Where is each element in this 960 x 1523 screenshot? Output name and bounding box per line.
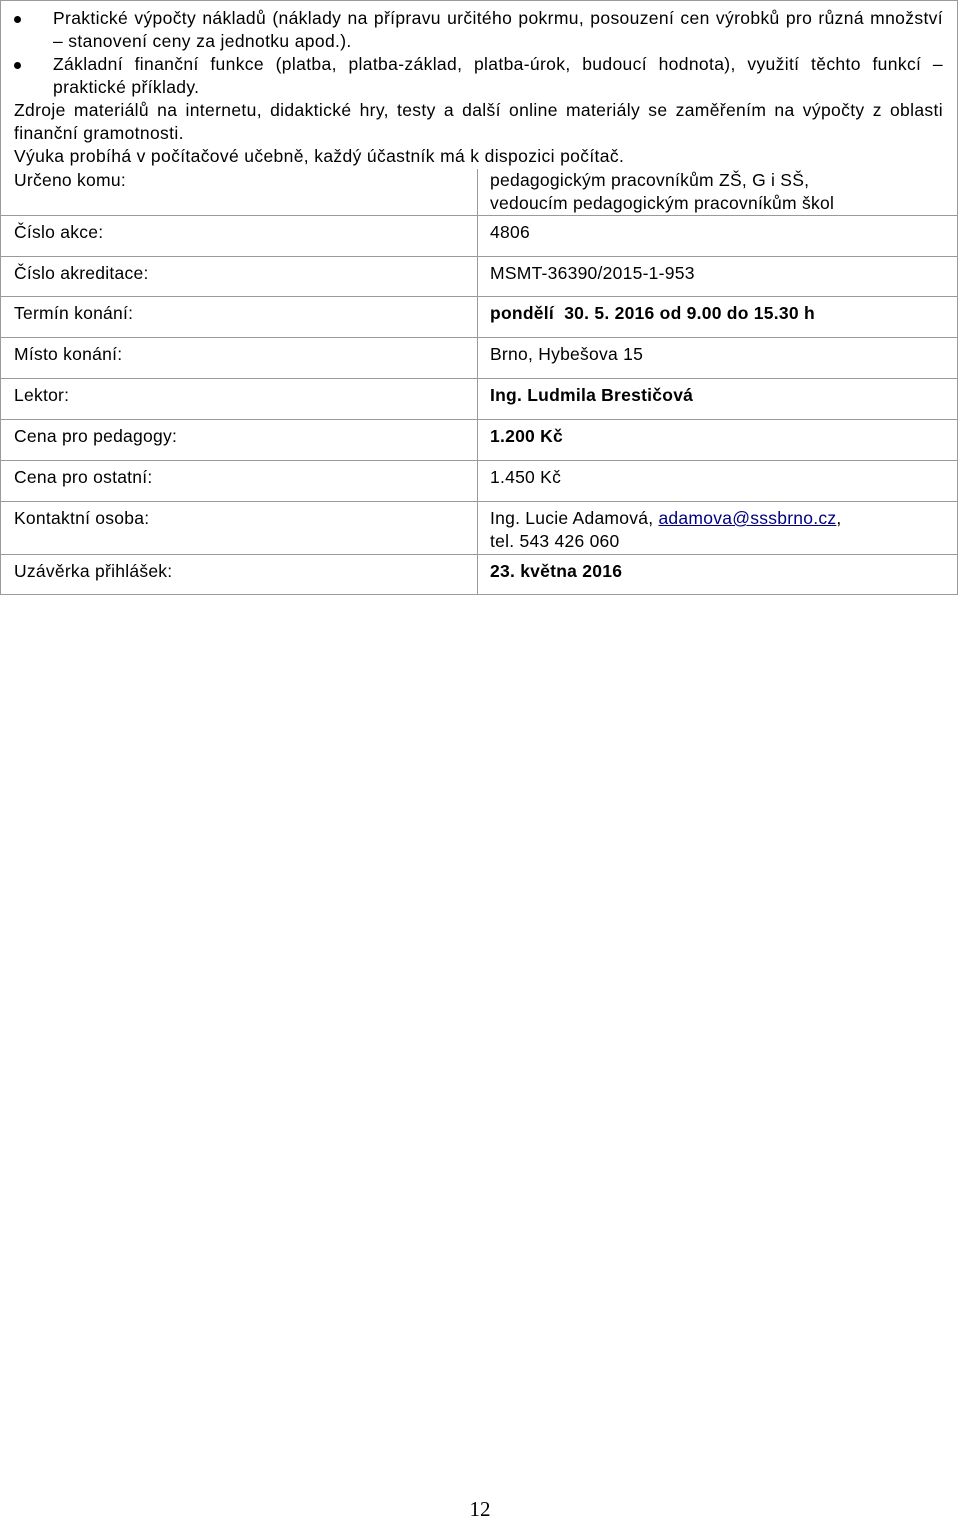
row-event-number bbox=[1, 216, 957, 257]
price-teachers-value: 1.200 Kč bbox=[478, 420, 958, 461]
accreditation-value: MSMT-36390/2015-1-953 bbox=[478, 257, 958, 297]
row-deadline bbox=[1, 555, 957, 595]
row-target-audience bbox=[1, 169, 957, 216]
date-value: pondělí 30. 5. 2016 od 9.00 do 15.30 h bbox=[478, 297, 958, 338]
target-audience-line: pedagogickým pracovníkům ZŠ, G i SŠ, bbox=[490, 170, 810, 190]
venue-value: Brno, Hybešova 15 bbox=[478, 338, 958, 379]
course-info-table bbox=[1, 169, 957, 595]
price-others-label: Cena pro ostatní: bbox=[1, 461, 478, 502]
row-date bbox=[1, 297, 957, 338]
topic-list-item: Základní finanční funkce (platba, platba-základ, platba-úrok, budoucí hodnota), využití těchto funkcí – praktické příklady. bbox=[14, 53, 943, 99]
target-audience-value bbox=[478, 169, 958, 216]
classroom-paragraph: Výuka probíhá v počítačové učebně, každý účastník má k dispozici počítač. bbox=[14, 146, 625, 166]
lecturer-value: Ing. Ludmila Brestičová bbox=[478, 379, 958, 420]
course-description bbox=[1, 1, 957, 168]
topic-list bbox=[14, 7, 943, 99]
row-price-teachers bbox=[1, 420, 957, 461]
contact-line bbox=[490, 507, 947, 530]
target-audience-line: vedoucím pedagogickým pracovníkům škol bbox=[490, 193, 835, 213]
row-contact bbox=[1, 502, 957, 555]
contact-phone: tel. 543 426 060 bbox=[490, 531, 620, 551]
contact-value bbox=[478, 502, 958, 555]
date-label: Termín konání: bbox=[1, 297, 478, 338]
contact-email-link[interactable]: adamova@sssbrno.cz bbox=[658, 508, 837, 528]
row-lecturer bbox=[1, 379, 957, 420]
price-others-value: 1.450 Kč bbox=[478, 461, 958, 502]
deadline-value: 23. května 2016 bbox=[478, 555, 958, 595]
topic-list-item: Praktické výpočty nákladů (náklady na přípravu určitého pokrmu, posouzení cen výrobků pro různá množství – stanovení ceny za jednotku apod.). bbox=[14, 7, 943, 53]
course-info-frame bbox=[0, 0, 958, 595]
deadline-label: Uzávěrka přihlášek: bbox=[1, 555, 478, 595]
event-number-value: 4806 bbox=[478, 216, 958, 257]
contact-label: Kontaktní osoba: bbox=[1, 502, 478, 555]
row-price-others bbox=[1, 461, 957, 502]
contact-comma: , bbox=[836, 508, 842, 528]
page-number: 12 bbox=[469, 1497, 491, 1521]
resources-paragraph: Zdroje materiálů na internetu, didaktické hry, testy a další online materiály se zaměřením na výpočty z oblasti finanční gramotnosti. bbox=[14, 100, 943, 143]
venue-label: Místo konání: bbox=[1, 338, 478, 379]
accreditation-label: Číslo akreditace: bbox=[1, 257, 478, 297]
contact-name: Ing. Lucie Adamová, bbox=[490, 508, 654, 528]
price-teachers-label: Cena pro pedagogy: bbox=[1, 420, 478, 461]
target-audience-label: Určeno komu: bbox=[1, 169, 478, 216]
event-number-label: Číslo akce: bbox=[1, 216, 478, 257]
lecturer-label: Lektor: bbox=[1, 379, 478, 420]
row-venue bbox=[1, 338, 957, 379]
row-accreditation bbox=[1, 257, 957, 297]
